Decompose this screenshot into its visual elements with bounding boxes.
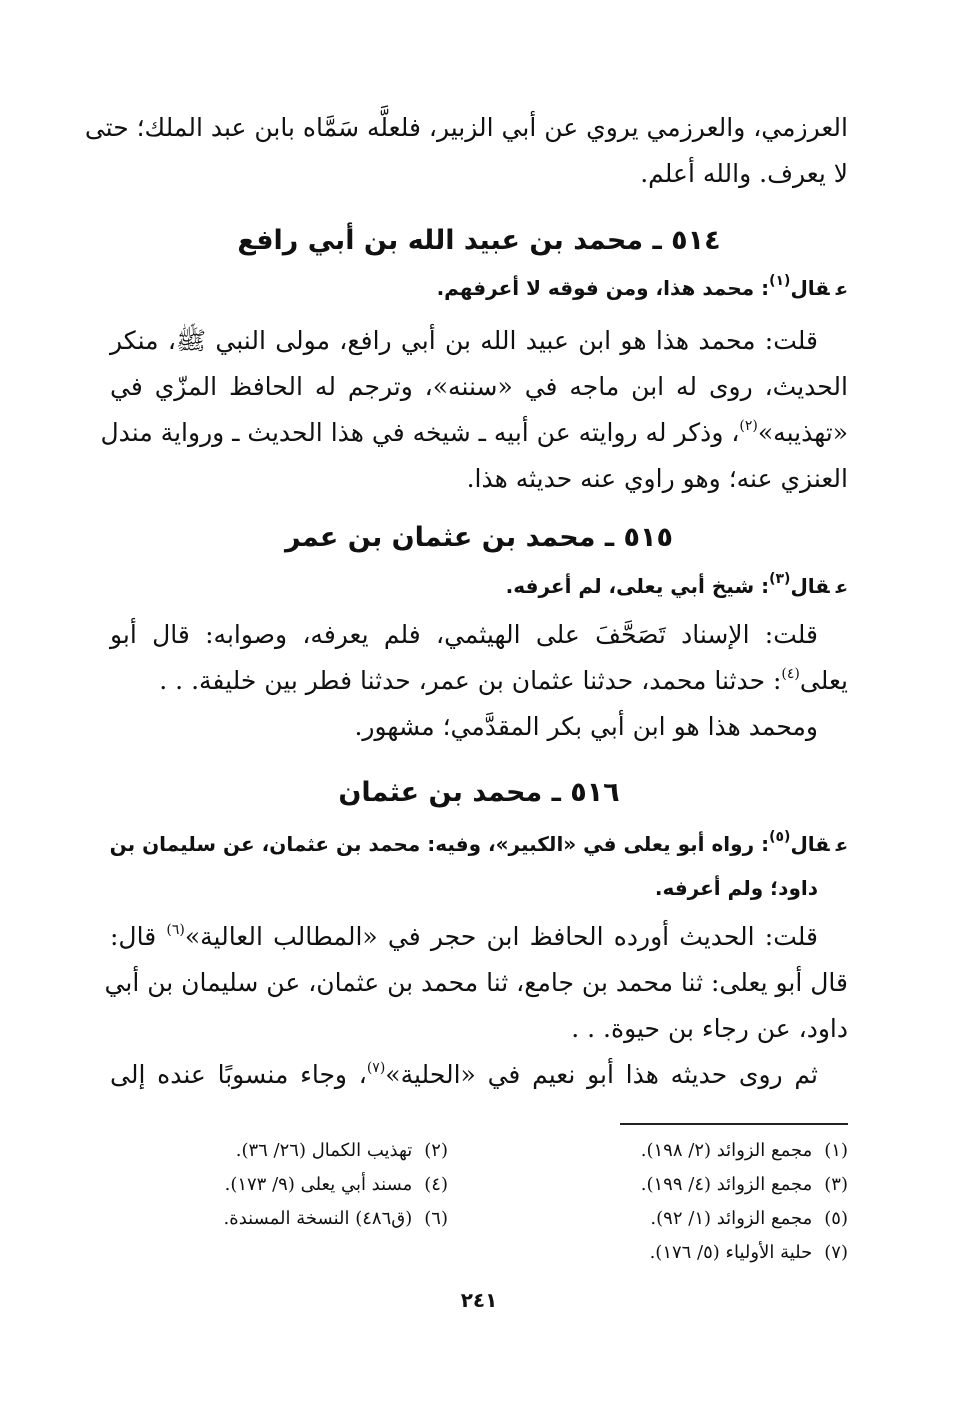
footnote-6 bbox=[224, 1202, 448, 1236]
quote-label: قال bbox=[790, 276, 830, 300]
intro-line-2: لا يعرف. والله أعلم. bbox=[640, 159, 848, 188]
footnote-7 bbox=[650, 1236, 848, 1270]
footnote-ref-6[interactable]: (٦) bbox=[166, 921, 185, 938]
entry-514-para-line-1: قلت: محمد هذا هو ابن عبيد الله بن أبي رافع، مولى النبي ﷺ، منكر bbox=[110, 326, 818, 355]
para-text: يعلى bbox=[799, 666, 848, 695]
footnote-text: تهذيب الكمال (٢٦/ ٣٦). bbox=[235, 1140, 413, 1161]
entry-516-para-line-3: داود، عن رجاء بن حيوة. . . bbox=[571, 1014, 848, 1043]
para-text: قال: bbox=[110, 922, 167, 951]
footnote-number: (١) bbox=[824, 1140, 848, 1161]
entry-515-para-line-3: ومحمد هذا هو ابن أبي بكر المقدَّمي؛ مشهور. bbox=[354, 712, 818, 741]
entry-514-para-line-3 bbox=[100, 410, 848, 456]
footnote-number: (٤) bbox=[424, 1174, 448, 1195]
para-text: ، وجاء منسوبًا عنده إلى bbox=[110, 1060, 367, 1089]
footnote-text: حلية الأولياء (٥/ ١٧٦). bbox=[649, 1242, 813, 1263]
entry-516-heading: ٥١٦ ـ محمد بن عثمان bbox=[338, 777, 620, 808]
entry-514-quote bbox=[110, 266, 848, 312]
book-title: «تهذيبه» bbox=[757, 418, 848, 447]
footnote-text: مجمع الزوائد (٢/ ١٩٨). bbox=[640, 1140, 813, 1161]
entry-516-marker: ع bbox=[835, 835, 848, 856]
footnote-4 bbox=[225, 1168, 448, 1202]
entry-516-quote-line-2: داود؛ ولم أعرفه. bbox=[654, 876, 818, 900]
footnote-text: مجمع الزوائد (١/ ٩٢). bbox=[650, 1208, 813, 1229]
quote-label: قال bbox=[790, 574, 830, 598]
footnote-ref-5[interactable]: (٥) bbox=[769, 829, 791, 846]
footnote-2 bbox=[236, 1134, 448, 1168]
quote-text: : رواه أبو يعلى في «الكبير»، وفيه: محمد بن عثمان، عن سليمان بن bbox=[109, 832, 770, 856]
footnote-text: مسند أبي يعلى (٩/ ١٧٣). bbox=[224, 1174, 413, 1195]
para-text: : حدثنا محمد، حدثنا عثمان بن عمر، حدثنا فطر بين خليفة. . . bbox=[159, 666, 782, 695]
footnote-number: (٦) bbox=[424, 1208, 448, 1229]
footnote-number: (٣) bbox=[824, 1174, 848, 1195]
entry-515-para-line-1: قلت: الإسناد تَصَحَّفَ على الهيثمي، فلم يعرفه، وصوابه: قال أبو bbox=[110, 620, 818, 649]
footnote-ref-7[interactable]: (٧) bbox=[366, 1059, 386, 1076]
quote-text: : محمد هذا، ومن فوقه لا أعرفهم. bbox=[436, 276, 770, 300]
footnote-text: مجمع الزوائد (٤/ ١٩٩). bbox=[640, 1174, 813, 1195]
quote-text: : شيخ أبي يعلى، لم أعرفه. bbox=[505, 574, 770, 598]
para-text: قلت: الحديث أورده الحافظ ابن حجر في «المطالب العالية» bbox=[184, 922, 819, 951]
para-text: ، وذكر له روايته عن أبيه ـ شيخه في هذا الحديث ـ ورواية مندل bbox=[100, 418, 740, 447]
entry-515-marker: ع bbox=[835, 577, 848, 598]
page-number: ٢٤١ bbox=[460, 1288, 498, 1312]
quote-label: قال bbox=[790, 832, 830, 856]
footnote-ref-4[interactable]: (٤) bbox=[781, 665, 800, 682]
footnote-number: (٧) bbox=[824, 1242, 848, 1263]
intro-line-1: العرزمي، والعرزمي يروي عن أبي الزبير، فلعلَّه سَمَّاه بابن عبد الملك؛ حتى bbox=[84, 113, 848, 142]
footnote-ref-1[interactable]: (١) bbox=[769, 273, 791, 290]
footnote-text: (ق٤٨٦) النسخة المسندة. bbox=[223, 1208, 413, 1229]
entry-514-para-line-4: العنزي عنه؛ وهو راوي عنه حديثه هذا. bbox=[466, 464, 848, 493]
entry-515-para-line-2 bbox=[110, 658, 848, 704]
entry-516-quote-line-1 bbox=[110, 822, 848, 868]
footnote-ref-3[interactable]: (٣) bbox=[769, 571, 791, 588]
entry-516-para-line-1 bbox=[110, 914, 848, 960]
footnote-number: (٢) bbox=[424, 1140, 448, 1161]
footnote-3 bbox=[641, 1168, 848, 1202]
footnote-1 bbox=[641, 1134, 848, 1168]
entry-515-heading: ٥١٥ ـ محمد بن عثمان بن عمر bbox=[285, 522, 673, 553]
entry-514-marker: ع bbox=[835, 279, 848, 300]
para-text: ثم روى حديثه هذا أبو نعيم في «الحلية» bbox=[385, 1060, 818, 1089]
entry-516-para-line-4 bbox=[110, 1052, 848, 1098]
entry-514-para-line-2: الحديث، روى له ابن ماجه في «سننه»، وترجم له الحافظ المزّي في bbox=[110, 372, 848, 401]
footnote-number: (٥) bbox=[824, 1208, 848, 1229]
entry-514-heading: ٥١٤ ـ محمد بن عبيد الله بن أبي رافع bbox=[237, 225, 721, 256]
entry-516-para-line-2: قال أبو يعلى: ثنا محمد بن جامع، ثنا محمد بن عثمان، عن سليمان بن أبي bbox=[104, 968, 848, 997]
footnote-ref-2[interactable]: (٢) bbox=[739, 417, 758, 434]
entry-515-quote bbox=[110, 564, 848, 610]
footnote-separator bbox=[620, 1123, 848, 1125]
footnote-5 bbox=[650, 1202, 848, 1236]
